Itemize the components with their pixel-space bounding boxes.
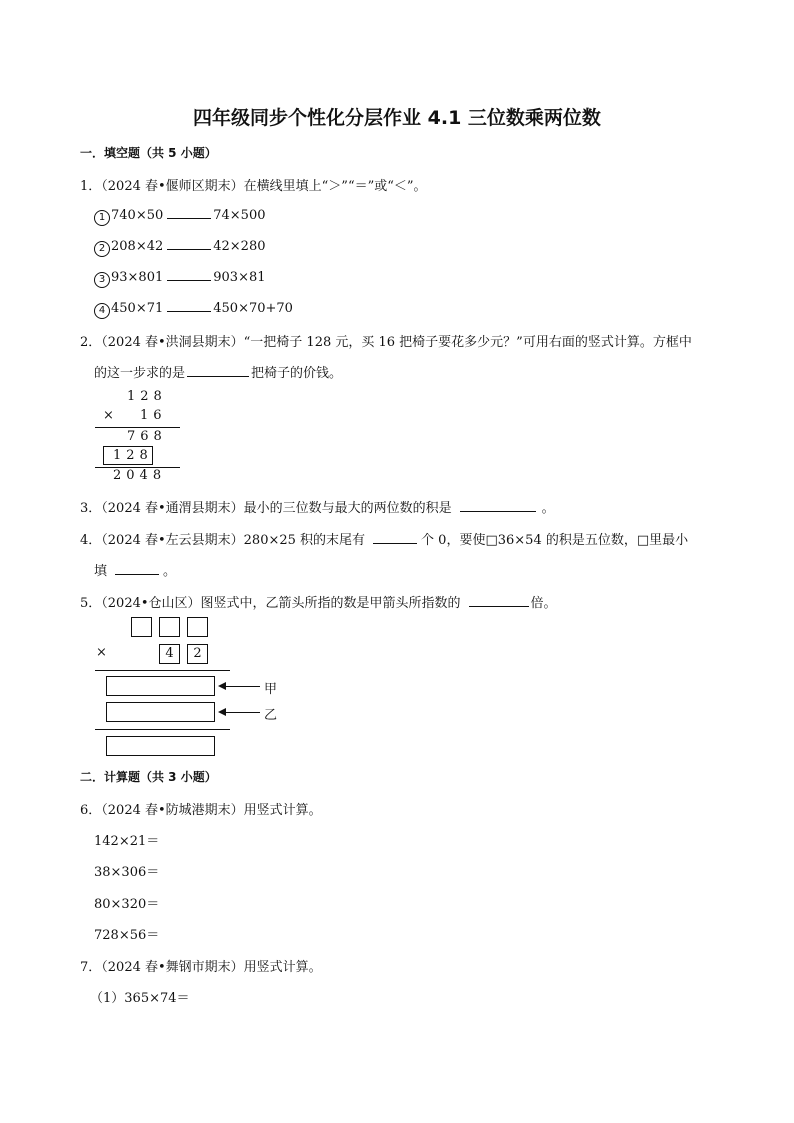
question-2-line-1: 2．（2024 春•洪洞县期末）“一把椅子 128 元，买 16 把椅子要花多少元？”可用右面的竖式计算。方框中 — [80, 335, 692, 350]
partial-product-1: 768 — [127, 429, 167, 444]
circled-number: 3 — [94, 272, 110, 288]
question-3-text: 。 — [541, 501, 555, 516]
answer-blank[interactable] — [167, 237, 211, 250]
partial-product-box-jia — [106, 676, 215, 696]
question-4-text: 。 — [163, 564, 177, 579]
multiplicand: 128 — [127, 389, 167, 404]
question-4-line-2 — [94, 560, 176, 579]
question-4-line-1 — [80, 529, 688, 548]
arrow-line — [222, 686, 260, 687]
multiply-sign: × — [103, 408, 119, 423]
arrow-line — [222, 712, 260, 713]
divider-line — [95, 729, 230, 730]
question-1-item — [94, 268, 266, 288]
question-2-line-2 — [94, 362, 342, 381]
question-7-item: （1）365×74＝ — [90, 991, 190, 1006]
final-product-box — [106, 736, 215, 756]
divider-line — [95, 670, 230, 671]
question-4-text: 4．（2024 春•左云县期末）280×25 积的末尾有 — [80, 533, 366, 548]
item-left: 208×42 — [111, 239, 164, 254]
item-right: 42×280 — [213, 239, 266, 254]
answer-blank[interactable] — [167, 268, 211, 281]
page-title: 四年级同步个性化分层作业 4.1 三位数乘两位数 — [193, 107, 601, 129]
answer-blank[interactable] — [115, 562, 159, 575]
digit-box-4: 4 — [159, 644, 180, 664]
item-right: 74×500 — [213, 208, 266, 223]
question-6-item: 142×21＝ — [94, 834, 160, 849]
section-heading-fill-blank: 一．填空题（共 5 小题） — [80, 146, 217, 160]
divider-line — [95, 427, 180, 428]
answer-blank[interactable] — [167, 206, 211, 219]
partial-product-2: 128 — [113, 448, 153, 463]
question-6-item: 728×56＝ — [94, 928, 160, 943]
question-4-text: 个 0，要使□36×54 的积是五位数，□里最小 — [421, 533, 689, 548]
answer-blank[interactable] — [167, 299, 211, 312]
item-left: 740×50 — [111, 208, 164, 223]
answer-blank[interactable] — [460, 499, 536, 512]
question-4-text: 填 — [94, 564, 108, 579]
question-1-item — [94, 299, 293, 319]
label-jia: 甲 — [264, 682, 278, 697]
circled-number: 4 — [94, 303, 110, 319]
circled-number: 2 — [94, 241, 110, 257]
partial-product-box-yi — [106, 702, 215, 722]
answer-blank[interactable] — [469, 594, 529, 607]
digit-box — [159, 617, 180, 637]
item-right: 450×70+70 — [213, 301, 293, 316]
question-1-item — [94, 206, 266, 226]
item-left: 93×801 — [111, 270, 164, 285]
question-2-text: 把椅子的价钱。 — [251, 366, 343, 381]
question-5 — [80, 592, 557, 611]
question-6-stem: 6．（2024 春•防城港期末）用竖式计算。 — [80, 803, 322, 818]
multiply-sign: × — [96, 645, 107, 660]
circled-number: 1 — [94, 210, 110, 226]
question-5-text: 倍。 — [530, 596, 557, 611]
digit-box-2: 2 — [187, 644, 208, 664]
answer-blank[interactable] — [373, 531, 417, 544]
multiplier: 16 — [140, 408, 167, 423]
question-6-item: 80×320＝ — [94, 897, 160, 912]
question-7-stem: 7．（2024 春•舞钢市期末）用竖式计算。 — [80, 960, 322, 975]
question-3-text: 3．（2024 春•通渭县期末）最小的三位数与最大的两位数的积是 — [80, 501, 452, 516]
question-5-text: 5．（2024•仓山区）图竖式中，乙箭头所指的数是甲箭头所指数的 — [80, 596, 461, 611]
answer-blank[interactable] — [187, 364, 249, 377]
item-left: 450×71 — [111, 301, 164, 316]
label-yi: 乙 — [264, 708, 278, 723]
final-product: 2048 — [113, 468, 167, 483]
question-1-stem: 1．（2024 春•偃师区期末）在横线里填上“＞”“＝”或“＜”。 — [80, 179, 427, 194]
item-right: 903×81 — [213, 270, 266, 285]
question-6-item: 38×306＝ — [94, 865, 160, 880]
section-heading-calculation: 二．计算题（共 3 小题） — [80, 770, 217, 784]
question-3 — [80, 497, 555, 516]
question-2-text: 的这一步求的是 — [94, 366, 186, 381]
digit-box — [187, 617, 208, 637]
question-1-item — [94, 237, 266, 257]
digit-box — [131, 617, 152, 637]
